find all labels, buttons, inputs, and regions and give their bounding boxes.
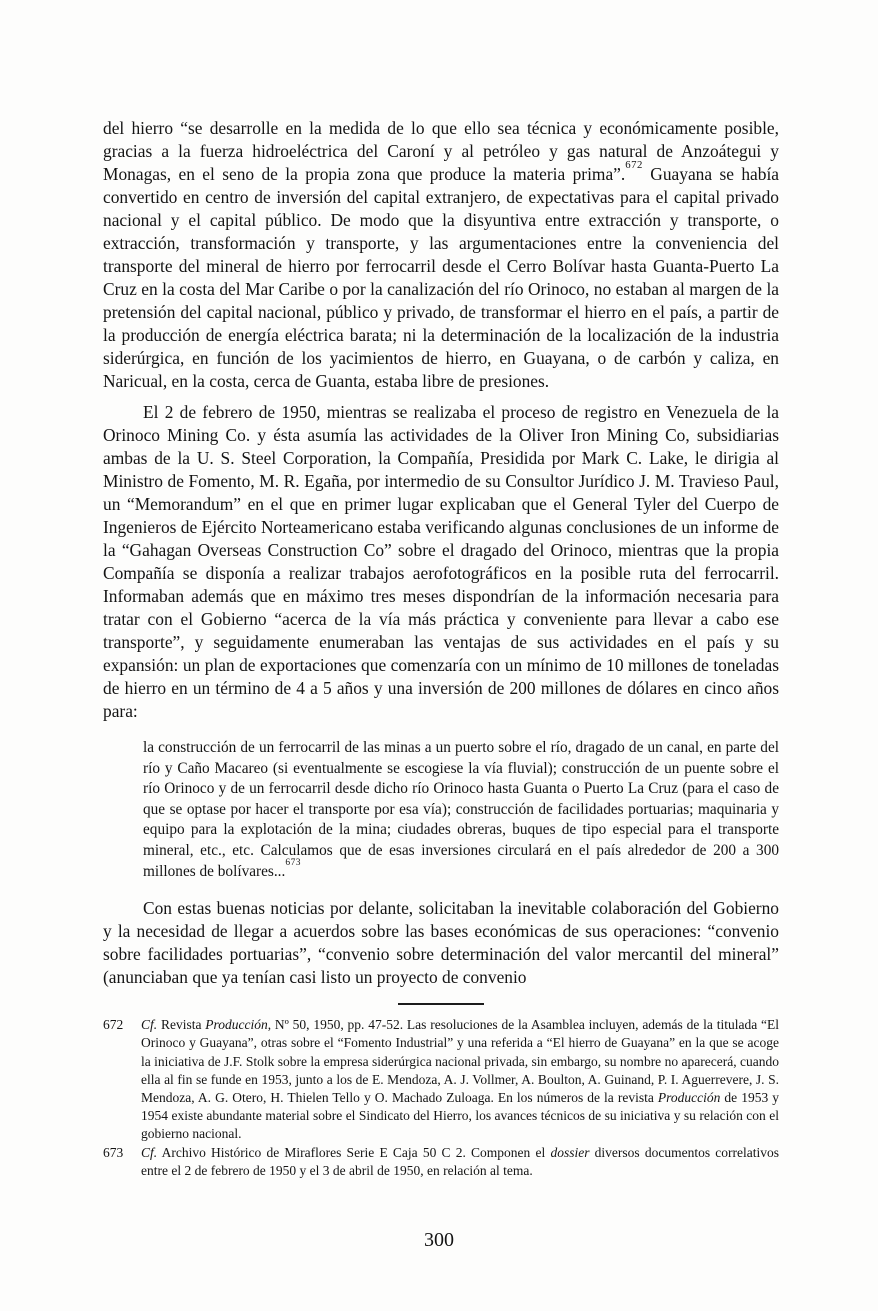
block-quote [143, 738, 779, 882]
page-number: 300 [424, 1229, 454, 1251]
footnotes-section [103, 1016, 779, 1180]
block-quote-text: la construcción de un ferrocarril de las minas a un puerto sobre el río, dragado de un canal, en parte del río y Caño Macareo (si eventualmente se escogiese la vía fluvial); construcción de un puente sobre el río Orinoco y de un ferrocarril desde dicho río Orinoco hasta Guanta o Puerto La Cruz (para el caso de que se optase por hacer el transporte por esa vía); construcción de facilidades portuarias; maquinaria y equipo para la explotación de la mina; ciudades obreras, buques de tipo especial para el transporte mineral, etc., etc. Calculamos que de esas inversiones circulará en el país alrededor de 200 a 300 millones de bolívares... [143, 739, 779, 880]
footnote-separator [398, 1003, 484, 1005]
text-run: Archivo Histórico de Miraflores Serie E Caja 50 C 2. Componen el [157, 1144, 551, 1160]
paragraph-1 [103, 117, 779, 393]
footnote-ref-673: 673 [285, 858, 302, 869]
footnote-673 [103, 1144, 779, 1180]
footnote-number: 672 [103, 1017, 124, 1033]
text-run: diversos documentos correlativos entre el 2 de febrero de 1950 y el 3 de abril de 1950, en relación al tema. [141, 1144, 779, 1178]
text-run: Cf. [141, 1144, 158, 1160]
paragraph-2: El 2 de febrero de 1950, mientras se realizaba el proceso de registro en Venezuela de la Orinoco Mining Co. y ésta asumía las actividades de la Oliver Iron Mining Co, subsidiarias ambas de la U. S. Steel Corporation, la Compañía, Presidida por Mark C. Lake, le dirigia al Ministro de Fomento, M. R. Egaña, por intermedio de su Consultor Jurídico J. M. Travieso Paul, un “Memorandum” en el que en primer lugar explicaban que el General Tyler del Cuerpo de Ingenieros de Ejército Norteamericano estaba verificando algunas conclusiones de un informe de la “Gahagan Overseas Construction Co” sobre el dragado del Orinoco, mientras que la propia Compañía se disponía a realizar trabajos aerofotográficos en la posible ruta del ferrocarril. Informaban además que en máximo tres meses dispondrían de la información necesaria para tratar con el Gobierno “acerca de la vía más práctica y conveniente para llevar a cabo ese transporte”, y seguidamente enumeraban las ventajas de sus actividades en el país y su expansión: un plan de exportaciones que comenzaría con un mínimo de 10 millones de toneladas de hierro en un término de 4 a 5 años y una inversión de 200 millones de dólares en cinco años para: [103, 402, 779, 721]
text-run: dossier [550, 1144, 590, 1160]
text-block [103, 117, 779, 1180]
text-run: Producción [205, 1017, 268, 1033]
text-run: , Nº 50, 1950, pp. 47-52. Las resoluciones de la Asamblea incluyen, además de la titulada “El Orinoco y Guayana”, otras sobre el “Fomento Industrial” y una referida a “El hierro de Guayana” en la que se acoge la iniciativa de J.F. Stolk sobre la empresa siderúrgica nacional privada, sin embargo, su nombre no aparecerá, cuando ella al fin se funde en 1953, junto a los de E. Mendoza, A. J. Vollmer, A. Boulton, A. Guinand, P. I. Aguerrevere, J. S. Mendoza, A. G. Otero, H. Thielen Tello y O. Machado Zuloaga. En los números de la revista [141, 1017, 779, 1105]
text-run: de 1953 y 1954 existe abundante material sobre el Sindicato del Hierro, los avances técnicos de su iniciativa y su relación con el gobierno nacional. [141, 1089, 779, 1142]
footnote-ref-672: 672 [625, 159, 643, 172]
paragraph-1-text-before-ref: del hierro “se desarrolle en la medida de lo que ello sea técnica y económicamente posible, gracias a la fuerza hidroeléctrica del Caroní y al petróleo y gas natural de Anzoátegui y Monagas, en el seno de la propia zona que produce la materia prima”. [103, 118, 779, 184]
paragraph-3: Con estas buenas noticias por delante, solicitaban la inevitable colaboración del Gobierno y la necesidad de llegar a acuerdos sobre las bases económicas de sus operaciones: “convenio sobre facilidades portuarias”, “convenio sobre determinación del valor mercantil del mineral” (anunciaban que ya tenían casi listo un proyecto de convenio [103, 898, 779, 988]
footnote-672 [103, 1016, 779, 1143]
footnote-text [141, 1144, 779, 1180]
text-run: Revista [157, 1017, 206, 1033]
text-run: Cf. [141, 1017, 158, 1033]
text-run: Producción [657, 1089, 721, 1105]
footnote-number: 673 [103, 1144, 124, 1160]
paragraph-1-text-after-ref: Guayana se había convertido en centro de inversión del capital extranjero, de expectativas para el capital privado nacional y el capital público. De modo que la disyuntiva entre extracción y transporte, o extracción, transformación y transporte, y las argumentaciones entre la conveniencia del transporte del mineral de hierro por ferrocarril desde el Cerro Bolívar hasta Guanta-Puerto La Cruz en la costa del Mar Caribe o por la canalización del río Orinoco, no estaban al margen de la pretensión del capital nacional, público y privado, de transformar el hierro en el país, a partir de la producción de energía eléctrica barata; ni la determinación de la localización de la industria siderúrgica, en función de los yacimientos de hierro, en Guayana, o de carbón y caliza, en Naricual, en la costa, cerca de Guanta, estaba libre de presiones. [103, 164, 779, 391]
footnote-text [141, 1016, 779, 1143]
